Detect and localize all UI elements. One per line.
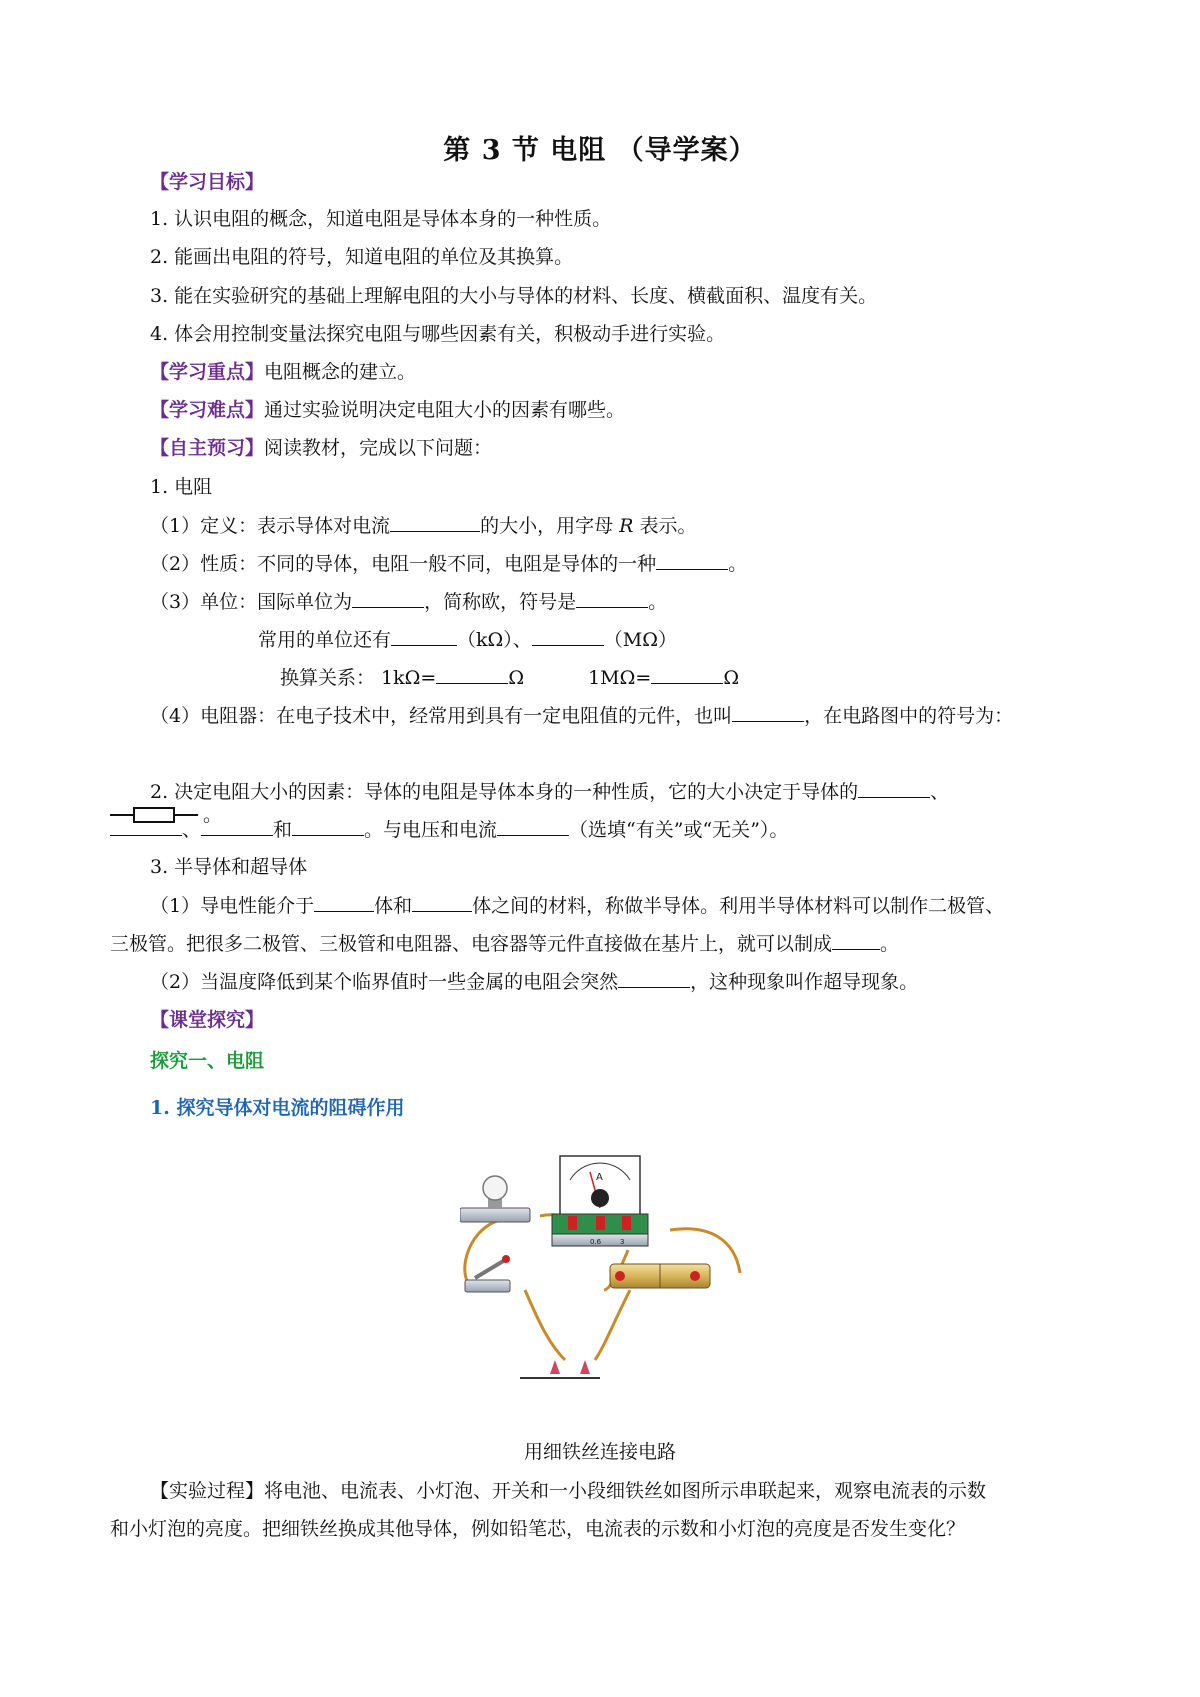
battery-icon	[610, 1264, 710, 1288]
answer-blank[interactable]	[618, 969, 690, 988]
preview: 【自主预习】阅读教材，完成以下问题：	[150, 437, 493, 459]
difficulty: 【学习难点】通过实验说明决定电阻大小的因素有哪些。	[150, 399, 626, 421]
answer-blank[interactable]	[390, 513, 480, 532]
explore-section-title: 探究一、电阻	[150, 1050, 265, 1072]
resistance-unit: （3）单位：国际单位为 ，简称欧，符号是 。	[150, 591, 668, 613]
answer-blank[interactable]	[497, 817, 569, 836]
answer-blank[interactable]	[436, 665, 508, 684]
process-line-2: 和小灯泡的亮度。把细铁丝换成其他导体，例如铅笔芯，电流表的示数和小灯泡的亮度是否发生变化？	[110, 1518, 966, 1540]
superconductor-line: （2）当温度降低到某个临界值时一些金属的电阻会突然 ，这种现象叫作超导现象。	[150, 971, 919, 993]
goal-item-1: 1. 认识电阻的概念，知道电阻是导体本身的一种性质。	[150, 208, 612, 230]
svg-text:0.6: 0.6	[590, 1238, 602, 1246]
answer-blank[interactable]	[391, 627, 457, 646]
factors-line-2: 、 和 。与电压和电流 （选填“有关”或“无关”）。	[110, 817, 1100, 842]
semi-line-2: 三极管。把很多二极管、三极管和电阻器、电容器等元件直接做在基片上，就可以制成 。	[110, 933, 900, 955]
unit-conversion: 换算关系： 1kΩ= Ω 1MΩ= Ω	[280, 667, 740, 689]
explore-subtitle: 1. 探究导体对电流的阻碍作用	[150, 1097, 405, 1119]
resistance-definition: （1）定义：表示导体对电流 的大小，用字母 R 表示。	[150, 515, 697, 537]
answer-blank[interactable]	[314, 893, 374, 912]
answer-blank[interactable]	[110, 817, 182, 836]
answer-blank[interactable]	[532, 627, 604, 646]
page-title: 第 3 节 电阻 （导学案）	[443, 135, 757, 166]
factors-line-1: 2. 决定电阻大小的因素：导体的电阻是导体本身的一种性质，它的大小决定于导体的 、	[150, 781, 950, 803]
answer-blank[interactable]	[832, 931, 880, 950]
semi-heading: 3. 半导体和超导体	[150, 856, 308, 878]
switch-icon	[465, 1255, 510, 1292]
resistor-line: （4）电阻器：在电子技术中，经常用到具有一定电阻值的元件，也叫 ，在电路图中的符号为：	[150, 705, 1014, 727]
answer-blank[interactable]	[656, 551, 728, 570]
common-units: 常用的单位还有 （kΩ）、 （MΩ）	[258, 629, 678, 651]
answer-blank[interactable]	[352, 589, 424, 608]
answer-blank[interactable]	[412, 893, 472, 912]
ammeter-icon	[552, 1156, 648, 1246]
explore-tag: 【课堂探究】	[150, 1009, 265, 1031]
answer-blank[interactable]	[201, 817, 273, 836]
goals-tag: 【学习目标】	[150, 171, 265, 193]
answer-blank[interactable]	[651, 665, 723, 684]
svg-text:3: 3	[620, 1238, 625, 1246]
answer-blank[interactable]	[576, 589, 648, 608]
resistance-property: （2）性质：不同的导体，电阻一般不同，电阻是导体的一种 。	[150, 553, 748, 575]
goal-item-3: 3. 能在实验研究的基础上理解电阻的大小与导体的材料、长度、横截面积、温度有关。	[150, 285, 878, 307]
key-point: 【学习重点】电阻概念的建立。	[150, 361, 417, 383]
resistance-heading: 1. 电阻	[150, 476, 213, 498]
iron-wire-icon	[520, 1360, 600, 1378]
circuit-figure	[460, 1150, 790, 1428]
figure-caption: 用细铁丝连接电路	[523, 1441, 676, 1463]
answer-blank[interactable]	[732, 703, 804, 722]
goal-item-4: 4. 体会用控制变量法探究电阻与哪些因素有关，积极动手进行实验。	[150, 323, 726, 345]
semi-line-1: （1）导电性能介于 体和 体之间的材料，称做半导体。利用半导体材料可以制作二极管、	[150, 895, 1005, 917]
answer-blank[interactable]	[858, 779, 930, 798]
goal-item-2: 2. 能画出电阻的符号，知道电阻的单位及其换算。	[150, 246, 574, 268]
svg-text:A: A	[596, 1172, 603, 1183]
resistor-end: 。	[203, 804, 223, 826]
process-line-1: 【实验过程】将电池、电流表、小灯泡、开关和一小段细铁丝如图所示串联起来，观察电流表的示数	[150, 1480, 987, 1502]
answer-blank[interactable]	[292, 817, 364, 836]
light-bulb-icon	[460, 1176, 530, 1222]
